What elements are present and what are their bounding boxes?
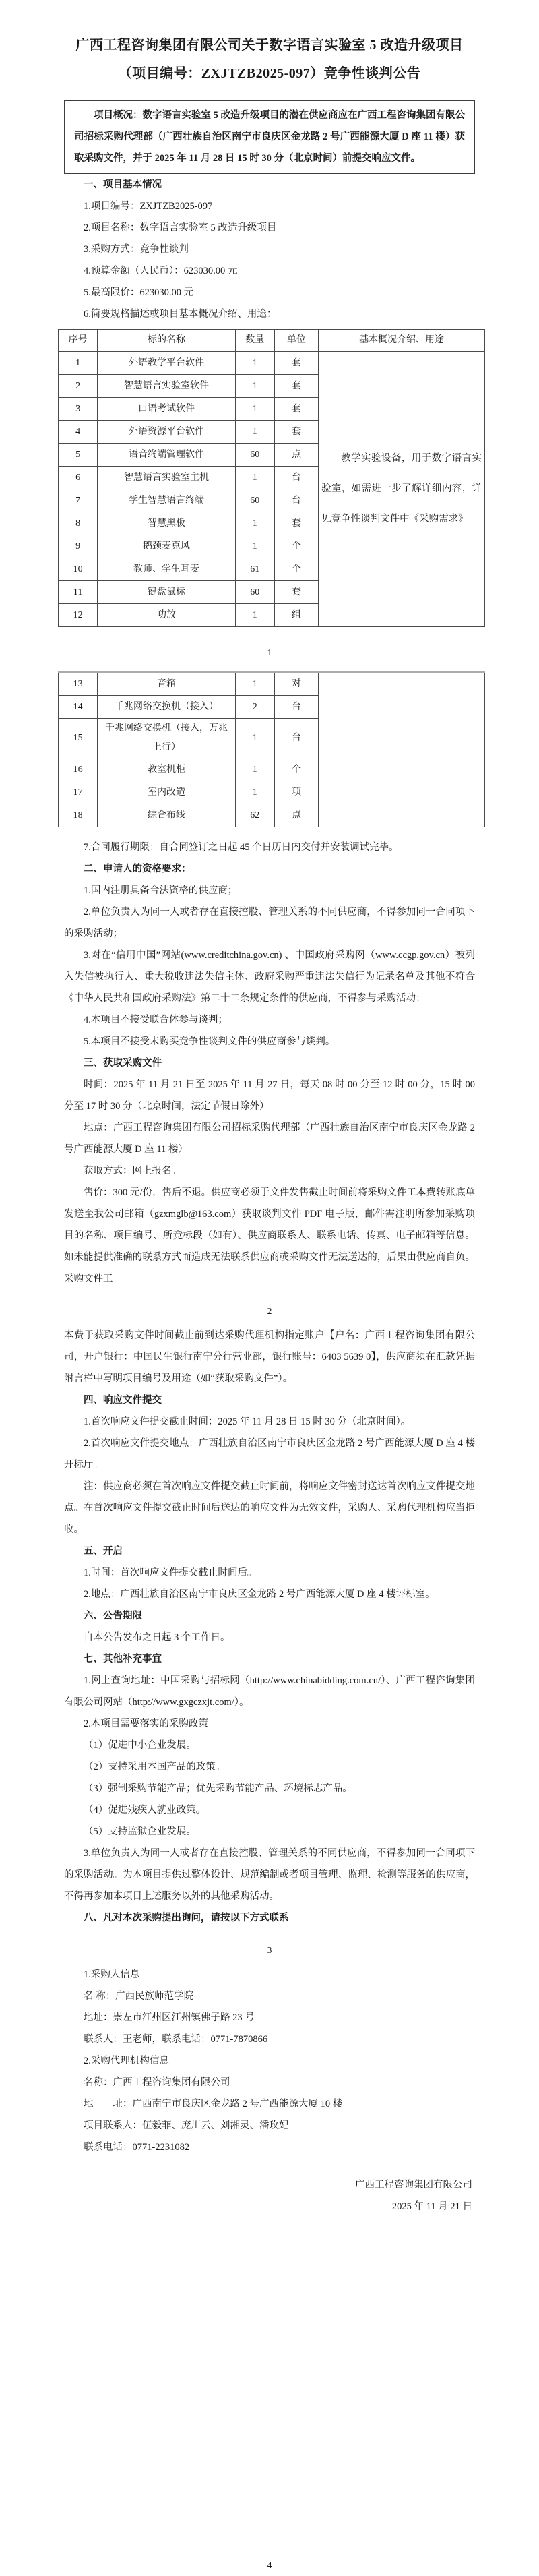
doc-paragraph: 1.时间：首次响应文件提交截止时间后。 (84, 1567, 257, 1578)
page-number: 3 (267, 1945, 272, 1955)
section-heading: 三、获取采购文件 (84, 1058, 162, 1069)
table-cell: 2 (59, 375, 98, 398)
table-cell: 60 (235, 489, 274, 512)
items-table-header (59, 330, 485, 352)
table-header-cell: 标的名称 (98, 330, 235, 352)
table-cell: 61 (235, 558, 274, 581)
table-header-cell: 序号 (59, 330, 98, 352)
table-cell: 个 (274, 758, 318, 781)
table-cell: 点 (274, 804, 318, 827)
merged-description-cell (319, 352, 485, 627)
doc-paragraph: 项目联系人：伍毅菲、庞川云、刘湘灵、潘玫妃 (84, 2120, 289, 2131)
doc-paragraph: 5.最高限价：623030.00 元 (84, 287, 194, 298)
table-cell: 套 (274, 375, 318, 398)
doc-paragraph: 1.国内注册具备合法资格的供应商； (84, 885, 238, 896)
announcement-body-section (64, 837, 475, 2576)
signature-line: 2025 年 11 月 21 日 (391, 2201, 472, 2212)
table-cell: 台 (274, 696, 318, 719)
doc-paragraph: 名 称：广西民族师范学院 (84, 1991, 194, 2002)
title-line-1: 广西工程咨询集团有限公司关于数字语言实验室 5 改造升级项目 (75, 38, 464, 53)
table-cell: 1 (59, 352, 98, 375)
doc-paragraph: 联系人：王老师，联系电话：0771-7870866 (84, 2034, 268, 2045)
page-number: 2 (267, 1306, 272, 1316)
table-cell: 1 (235, 375, 274, 398)
table-cell: 4 (59, 421, 98, 444)
table-cell: 2 (235, 696, 274, 719)
table-usage-note: 教学实验设备，用于数字语言实验室，如需进一步了解详细内容，详见竞争性谈判文件中《采购需求》。 (321, 453, 482, 525)
doc-paragraph: 3.采购方式：竞争性谈判 (84, 244, 189, 255)
section-heading: 四、响应文件提交 (84, 1395, 162, 1406)
doc-paragraph: 联系电话：0771-2231082 (84, 2142, 190, 2153)
table-cell: 16 (59, 758, 98, 781)
doc-paragraph: 4.本项目不接受联合体参与谈判； (84, 1015, 228, 1025)
doc-paragraph: 3.对在“信用中国”网站(www.creditchina.gov.cn) 、中国政府采购网（www.ccgp.gov.cn）被列入失信被执行人、重大税收违法失信主体、政府采购严重违法失信行为记录名单及其他不符合《中华人民共和国政府采购法》第二十二条规定条件的供应商，不得参与采购活动； (64, 950, 475, 1004)
doc-paragraph: 2.单位负责人为同一人或者存在直接控股、管理关系的不同供应商，不得参加同一合同项下的采购活动； (64, 907, 475, 939)
table-cell: 室内改造 (98, 781, 235, 804)
doc-paragraph: 2.首次响应文件提交地点：广西壮族自治区南宁市良庆区金龙路 2 号广西能源大厦 D 座 4 楼开标厅。 (64, 1438, 475, 1470)
doc-paragraph: 本费于获取采购文件时间截止前到达采购代理机构指定账户【户名：广西工程咨询集团有限公司，开户银行：中国民生银行南宁分行营业部，银行账号：6403 5639 0】，供应商须在汇款凭据附言栏中写明项目编号及用途（如“获取采购文件”）。 (64, 1330, 475, 1384)
doc-paragraph: 注：供应商必须在首次响应文件提交截止时间前，将响应文件密封送达首次响应文件提交地点。在首次响应文件提交截止时间后送达的响应文件为无效文件，采购人、采购代理机构应当拒收。 (64, 1481, 475, 1535)
doc-paragraph: 地址：崇左市江州区江州镇佛子路 23 号 (84, 2012, 255, 2023)
table-cell: 台 (274, 467, 318, 489)
section-heading: 六、公告期限 (84, 1611, 142, 1621)
title-line-2: （项目编号：ZXJTZB2025-097）竞争性谈判公告 (118, 66, 421, 81)
doc-paragraph: 自本公告发布之日起 3 个工作日。 (84, 1632, 230, 1643)
doc-paragraph: 2.项目名称：数字语言实验室 5 改造升级项目 (84, 222, 277, 233)
table-cell: 套 (274, 421, 318, 444)
table-cell: 组 (274, 604, 318, 627)
table-cell: 18 (59, 804, 98, 827)
doc-paragraph: 2.本项目需要落实的采购政策 (84, 1718, 208, 1729)
table-cell: 10 (59, 558, 98, 581)
table-row (59, 352, 485, 375)
table-cell: 3 (59, 398, 98, 421)
project-basic-info-section (64, 174, 475, 325)
table-cell: 1 (235, 421, 274, 444)
table-cell: 对 (274, 672, 318, 696)
table-cell: 套 (274, 581, 318, 604)
table-cell: 62 (235, 804, 274, 827)
table-cell: 项 (274, 781, 318, 804)
table-cell: 智慧黑板 (98, 512, 235, 535)
table-cell: 音箱 (98, 672, 235, 696)
table-cell: 1 (235, 672, 274, 696)
table-cell: 60 (235, 444, 274, 467)
table-cell: 点 (274, 444, 318, 467)
project-overview-box: 项目概况：数字语言实验室 5 改造升级项目的潜在供应商应在广西工程咨询集团有限公司招标采购代理部（广西壮族自治区南宁市良庆区金龙路 2 号广西能源大厦 D 座 11 楼）获取采购文件，并于 2025 年 11 月 28 日 15 时 30 分（北京时间）前提交响应文件。 (64, 100, 475, 174)
table-cell: 1 (235, 467, 274, 489)
doc-paragraph: （1）促进中小企业发展。 (84, 1740, 196, 1751)
doc-paragraph: 3.单位负责人为同一人或者存在直接控股、管理关系的不同供应商，不得参加同一合同项下的采购活动。为本项目提供过整体设计、规范编制或者项目管理、监理、检测等服务的供应商，不得再参加本项目上述服务以外的其他采购活动。 (64, 1848, 475, 1902)
doc-paragraph: （2）支持采用本国产品的政策。 (84, 1762, 226, 1772)
table-header-cell: 数量 (235, 330, 274, 352)
doc-paragraph: 地点：广西工程咨询集团有限公司招标采购代理部（广西壮族自治区南宁市良庆区金龙路 2 号广西能源大厦 D 座 11 楼） (64, 1122, 475, 1155)
section-heading: 一、项目基本情况 (84, 179, 162, 190)
merged-empty-cell (319, 672, 485, 827)
table-cell: 5 (59, 444, 98, 467)
table-cell: 1 (235, 719, 274, 758)
table-cell: 1 (235, 758, 274, 781)
table-cell: 15 (59, 719, 98, 758)
table-cell: 千兆网络交换机（接入） (98, 696, 235, 719)
section-heading: 七、其他补充事宜 (84, 1654, 162, 1665)
table-cell: 个 (274, 535, 318, 558)
table-cell: 口语考试软件 (98, 398, 235, 421)
table-header-cell: 单位 (274, 330, 318, 352)
table-cell: 1 (235, 604, 274, 627)
table-cell: 1 (235, 781, 274, 804)
doc-paragraph: （4）促进残疾人就业政策。 (84, 1805, 206, 1816)
table-cell: 语音终端管理软件 (98, 444, 235, 467)
doc-paragraph: 1.首次响应文件提交截止时间：2025 年 11 月 28 日 15 时 30 分（北京时间）。 (84, 1416, 411, 1427)
table-cell: 学生智慧语言终端 (98, 489, 235, 512)
table-cell: 7 (59, 489, 98, 512)
items-table-page1 (58, 329, 485, 627)
section-heading: 八、凡对本次采购提出询问，请按以下方式联系 (84, 1913, 289, 1923)
table-cell: 11 (59, 581, 98, 604)
table-cell: 1 (235, 352, 274, 375)
doc-paragraph: 5.本项目不接受未购买竞争性谈判文件的供应商参与谈判。 (84, 1036, 336, 1047)
table-cell: 60 (235, 581, 274, 604)
doc-paragraph: 1.采购人信息 (84, 1969, 140, 1980)
table-row (59, 672, 485, 696)
table-cell: 外语资源平台软件 (98, 421, 235, 444)
table-header-row (59, 330, 485, 352)
table-cell: 个 (274, 558, 318, 581)
section-heading: 五、开启 (84, 1546, 123, 1557)
table-cell: 功放 (98, 604, 235, 627)
table-cell: 智慧语言实验室软件 (98, 375, 235, 398)
table-cell: 键盘鼠标 (98, 581, 235, 604)
doc-paragraph: 7.合同履行期限：自合同签订之日起 45 个日历日内交付并安装调试完毕。 (84, 842, 399, 853)
page-number: 1 (267, 647, 272, 657)
doc-paragraph: 地 址：广西南宁市良庆区金龙路 2 号广西能源大厦 10 楼 (84, 2099, 343, 2109)
doc-paragraph: 1.网上查询地址：中国采购与招标网（http://www.chinabidding.com.cn/）、广西工程咨询集团有限公司网站（http://www.gxgczxjt.com/）。 (64, 1675, 475, 1708)
table-cell: 8 (59, 512, 98, 535)
table-cell: 14 (59, 696, 98, 719)
items-table-body-page2 (59, 672, 485, 827)
doc-paragraph: 获取方式：网上报名。 (84, 1166, 181, 1176)
table-cell: 综合布线 (98, 804, 235, 827)
doc-paragraph: 2.采购代理机构信息 (84, 2056, 169, 2066)
signature-line: 广西工程咨询集团有限公司 (355, 2180, 472, 2190)
document-title (64, 0, 475, 88)
table-cell: 17 (59, 781, 98, 804)
table-cell: 套 (274, 512, 318, 535)
table-cell: 套 (274, 398, 318, 421)
doc-paragraph: 名称：广西工程咨询集团有限公司 (84, 2077, 230, 2088)
table-cell: 鹅颈麦克风 (98, 535, 235, 558)
table-cell: 9 (59, 535, 98, 558)
table-cell: 台 (274, 719, 318, 758)
doc-paragraph: 时间：2025 年 11 月 21 日至 2025 年 11 月 27 日，每天 08 时 00 分至 12 时 00 分，15 时 00 分至 17 时 30 分（北京时间，法定节假日除外） (64, 1079, 475, 1112)
table-cell: 6 (59, 467, 98, 489)
doc-paragraph: 2.地点：广西壮族自治区南宁市良庆区金龙路 2 号广西能源大厦 D 座 4 楼评标室。 (84, 1589, 435, 1600)
table-header-cell: 基本概况介绍、用途 (319, 330, 485, 352)
doc-paragraph: 6.简要规格描述或项目基本概况介绍、用途： (84, 309, 277, 320)
items-table-body-page1 (59, 352, 485, 627)
doc-paragraph: 4.预算金额（人民币）：623030.00 元 (84, 266, 238, 276)
doc-paragraph: （3）强制采购节能产品；优先采购节能产品、环境标志产品。 (84, 1783, 352, 1794)
table-cell: 台 (274, 489, 318, 512)
table-cell: 教室机柜 (98, 758, 235, 781)
doc-paragraph: 售价：300 元/份，售后不退。供应商必须于文件发售截止时间前将采购文件工本费转账底单发送至我公司邮箱（gzxmglb@163.com）获取谈判文件 PDF 电子版，邮件需注明所参加采购项目的名称、项目编号、所竞标段（如有）、供应商联系人、联系电话、传真、电子邮箱等信息。如未能提供准确的联系方式而造成无法联系供应商或采购文件无法送达的，后果由供应商自负。采购文件工 (64, 1187, 475, 1284)
section-heading: 二、申请人的资格要求： (84, 864, 191, 874)
doc-paragraph: 1.项目编号：ZXJTZB2025-097 (84, 201, 213, 212)
table-cell: 1 (235, 535, 274, 558)
doc-paragraph: （5）支持监狱企业发展。 (84, 1826, 196, 1837)
table-cell: 12 (59, 604, 98, 627)
table-cell: 教师、学生耳麦 (98, 558, 235, 581)
page-number: 4 (267, 2560, 272, 2570)
table-cell: 套 (274, 352, 318, 375)
items-table-page2 (58, 671, 485, 827)
table-cell: 智慧语言实验室主机 (98, 467, 235, 489)
table-cell: 千兆网络交换机（接入，万兆上行） (98, 719, 235, 758)
table-cell: 13 (59, 672, 98, 696)
table-cell: 1 (235, 398, 274, 421)
table-cell: 外语教学平台软件 (98, 352, 235, 375)
table-cell: 1 (235, 512, 274, 535)
